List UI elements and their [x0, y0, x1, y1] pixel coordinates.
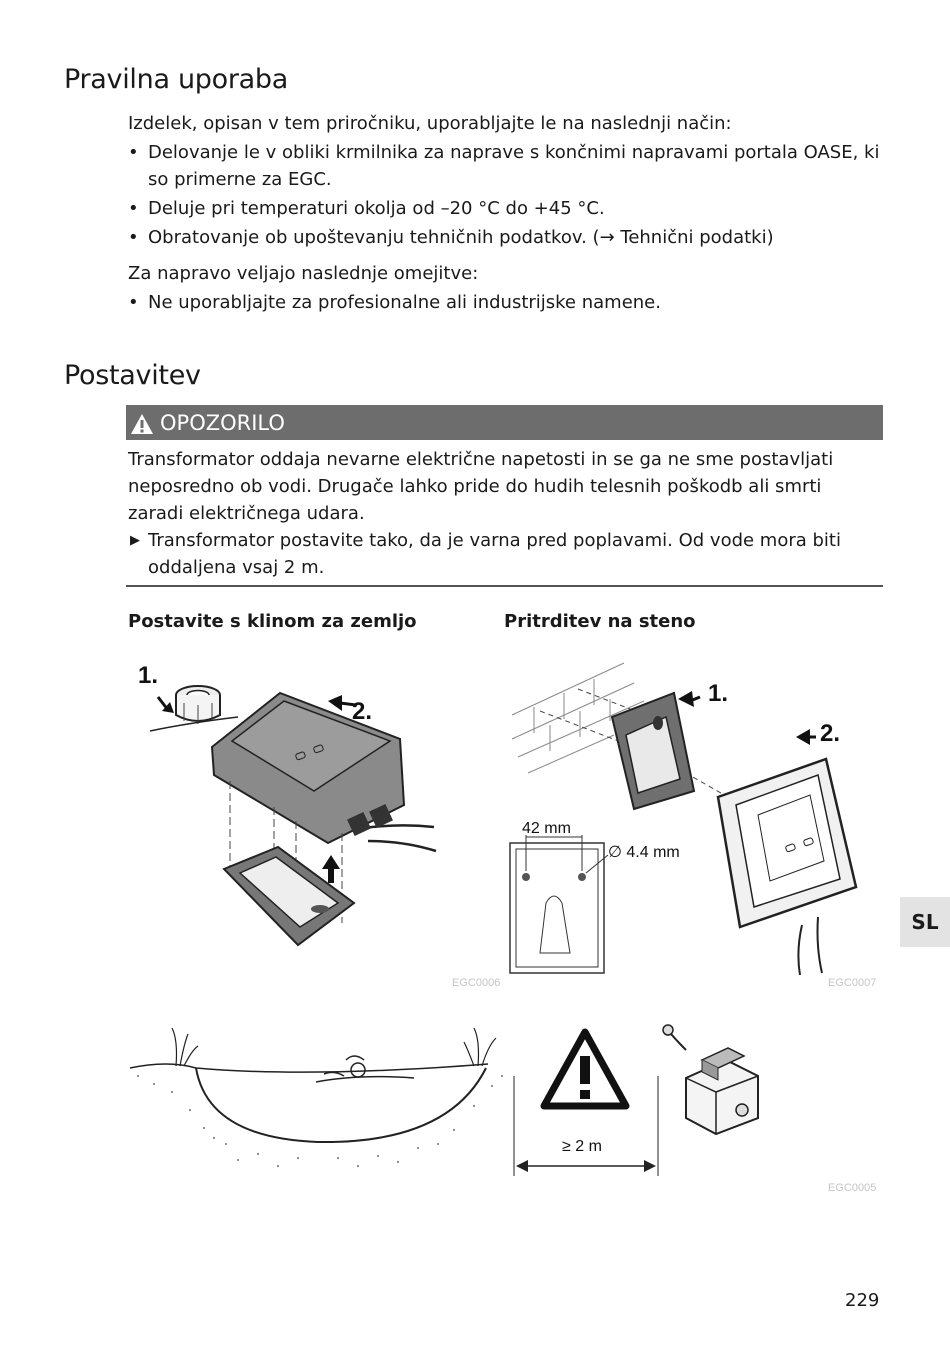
figure-code: EGC0005 — [828, 1182, 877, 1194]
wall-bracket-icon — [612, 693, 694, 809]
list-item-text: Delovanje le v obliki krmilnika za naprave s končnimi napravami portala OASE, ki so primerne za EGC. — [148, 142, 880, 190]
bullet-icon: • — [128, 292, 139, 313]
ground-spike-illustration — [128, 655, 440, 955]
step-2-label: 2. — [820, 720, 841, 747]
bullet-icon: • — [128, 142, 139, 163]
ground-spike-icon — [176, 686, 220, 724]
wall-mount-illustration — [504, 655, 880, 975]
list-item — [128, 195, 888, 222]
warning-sign-icon — [544, 1032, 626, 1106]
bullet-icon: • — [128, 198, 139, 219]
intended-use-intro: Izdelek, opisan v tem priročniku, uporabljajte le na naslednji način: — [128, 113, 732, 134]
page-number: 229 — [845, 1290, 880, 1311]
action-step-text: Transformator postavite tako, da je varna pred poplavami. Od vode mora biti oddaljena vsaj 2 m. — [148, 530, 841, 578]
step-1-label: 1. — [708, 680, 729, 707]
list-item — [128, 139, 888, 193]
limits-intro: Za napravo veljajo naslednje omejitve: — [128, 263, 479, 284]
list-item — [128, 289, 888, 316]
triangle-bullet-icon: ▶ — [130, 533, 140, 548]
list-item-text: Deluje pri temperaturi okolja od –20 °C do +45 °C. — [148, 198, 605, 219]
warning-label: OPOZORILO — [160, 411, 285, 435]
warning-text: Transformator oddaja nevarne električne napetosti in se ga ne sme postavljati neposredno ob vodi. Drugače lahko pride do hudih telesnih poškodb ali smrti zaradi električnega udara. — [128, 449, 834, 524]
bullet-icon: • — [128, 227, 139, 248]
distance-arrow-icon — [516, 1160, 656, 1172]
subheading-wall-mount: Pritrditev na steno — [504, 611, 696, 632]
figure-code: EGC0007 — [828, 977, 877, 989]
warning-banner — [126, 405, 883, 440]
push-up-arrow-icon — [322, 855, 340, 883]
section-title-installation: Postavitev — [64, 360, 201, 391]
action-step — [128, 527, 883, 581]
section-divider — [126, 585, 883, 587]
warning-triangle-icon — [130, 411, 154, 446]
transformer-icon — [663, 1025, 758, 1134]
list-item — [128, 224, 888, 251]
dimension-hole-label: ∅ 4.4 mm — [608, 844, 680, 861]
controller-device-icon — [212, 693, 436, 851]
pond-distance-illustration — [128, 1020, 764, 1180]
list-item-text: Ne uporabljajte za profesionalne ali industrijske namene. — [148, 292, 661, 313]
list-item-text: Obratovanje ob upoštevanju tehničnih podatkov. (→ Tehnični podatki) — [148, 227, 774, 248]
distance-label: ≥ 2 m — [562, 1138, 602, 1155]
dimension-width-label: 42 mm — [522, 820, 571, 837]
section-title-intended-use: Pravilna uporaba — [64, 64, 288, 95]
pond-icon — [130, 1028, 503, 1167]
language-tab: SL — [900, 897, 950, 947]
step-1-label: 1. — [138, 662, 159, 689]
step-2-label: 2. — [352, 698, 373, 725]
controller-device-icon — [718, 759, 856, 975]
subheading-ground-spike: Postavite s klinom za zemljo — [128, 611, 417, 632]
figure-code: EGC0006 — [452, 977, 501, 989]
bracket-dimension-drawing — [510, 820, 680, 973]
